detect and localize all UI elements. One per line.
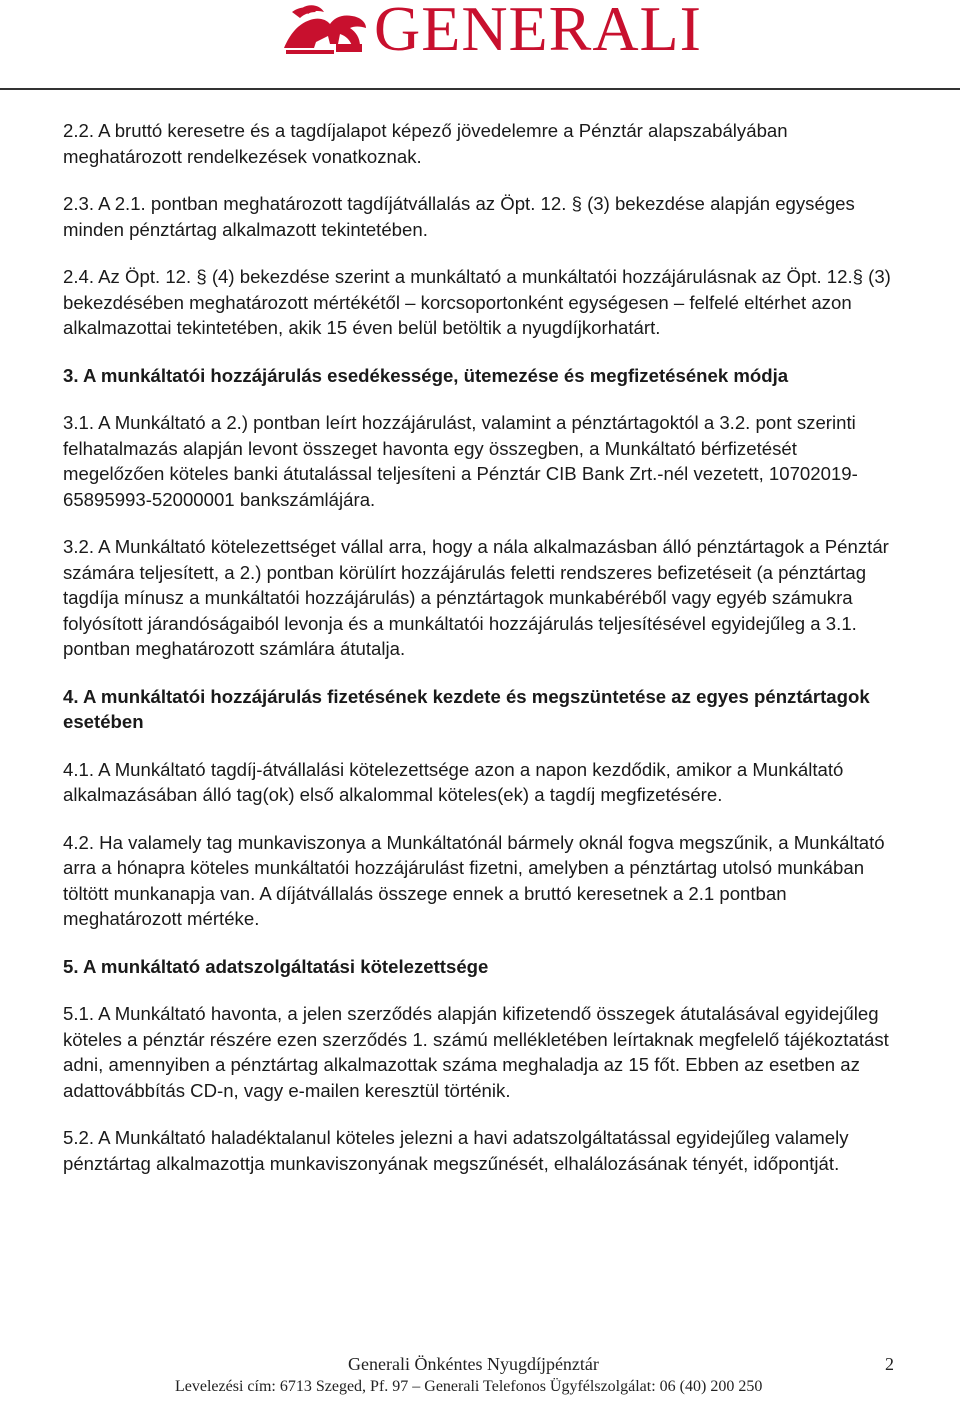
paragraph-3-1: 3.1. A Munkáltató a 2.) pontban leírt hozzájárulást, valamint a pénztártagoktól a 3.2. pont szerinti felhatalmazás alapján levont összeget havonta egy összegben, a Munkáltató bérfizetését megelőzően köteles banki átutalással teljesíteni a Pénztár CIB Bank Zrt.-nél vezetett, 10702019-65895993-52000001 bankszámlájára. bbox=[63, 412, 858, 510]
section-heading-4: 4. A munkáltatói hozzájárulás fizetésének kezdete és megszüntetése az egyes pénztártagok esetében bbox=[63, 685, 870, 732]
paragraph-5-1: 5.1. A Munkáltató havonta, a jelen szerződés alapján kifizetendő összegek átutalásával egyidejűleg köteles a pénztár részére ezen szerződés 1. számú mellékletében leírtaknak megfelelő tájékoztatást adni, amennyiben a pénztártag alkalmazottak száma meghaladja az 15 főt. Ebben az esetben az adattovábbítás CD-n, vagy e-mailen keresztül történik. bbox=[63, 1003, 889, 1101]
footer-contact-address: Levelezési cím: 6713 Szeged, Pf. 97 – Generali Telefonos Ügyfélszolgálat: 06 (40) 200 250 bbox=[175, 1378, 763, 1395]
page-header bbox=[0, 0, 960, 92]
header-divider bbox=[0, 88, 960, 90]
paragraph-3-2: 3.2. A Munkáltató kötelezettséget vállal arra, hogy a nála alkalmazásban álló pénztártagok a Pénztár számára teljesített, a 2.) pontban körülírt hozzájárulás feletti rendszeres befizetéseit (a pénztártag tagdíja mínusz a munkáltatói hozzájárulás) a pénztártagok munkabéréből vagy egyéb számukra folyósított járandóságaiból levonja és a munkáltatói hozzájárulás teljesítésével egyidejűleg a 3.1. pontban meghatározott számlára átutalja. bbox=[63, 536, 889, 659]
section-heading-5: 5. A munkáltató adatszolgáltatási kötelezettsége bbox=[63, 955, 489, 977]
paragraph-2-4: 2.4. Az Öpt. 12. § (4) bekezdése szerint a munkáltató a munkáltatói hozzájárulásnak az Öpt. 12.§ (3) bekezdésében meghatározott mértékétől – korcsoportonként egységesen – felfelé eltérhet azon alkalmazottai tekintetében, akik 15 éven belül betöltik a nyugdíjkorhatárt. bbox=[63, 266, 891, 338]
paragraph-4-1: 4.1. A Munkáltató tagdíj-átvállalási kötelezettsége azon a napon kezdődik, amikor a Munkáltató alkalmazásában álló tag(ok) első alkalommal köteles(ek) a tagdíj megfizetésére. bbox=[63, 758, 844, 805]
paragraph-2-3: 2.3. A 2.1. pontban meghatározott tagdíjátvállalás az Öpt. 12. § (3) bekezdése alapján egységes minden pénztártag alkalmazott tekintetében. bbox=[63, 193, 855, 240]
footer-organization-name: Generali Önkéntes Nyugdíjpénztár bbox=[348, 1354, 599, 1374]
paragraph-5-2: 5.2. A Munkáltató haladéktalanul köteles jelezni a havi adatszolgáltatással egyidejűleg valamely pénztártag alkalmazottja munkaviszonyának megszűnését, elhalálozásának tényét, időpontját. bbox=[63, 1127, 849, 1174]
page-number: 2 bbox=[885, 1354, 894, 1374]
paragraph-2-2: 2.2. A bruttó keresetre és a tagdíjalapot képező jövedelemre a Pénztár alapszabályában meghatározott rendelkezések vonatkoznak. bbox=[63, 120, 788, 167]
paragraph-4-2: 4.2. Ha valamely tag munkaviszonya a Munkáltatónál bármely oknál fogva megszűnik, a Munkáltató arra a hónapra köteles munkáltatói hozzájárulást fizetni, amelyben a pénztártag utolsó munkában töltött munkanapja van. A díjátvállalás összege ennek a bruttó keresetnek a 2.1 pontban meghatározott mértéke. bbox=[63, 831, 885, 929]
section-heading-3: 3. A munkáltatói hozzájárulás esedékessége, ütemezése és megfizetésének módja bbox=[63, 364, 789, 386]
document-body bbox=[63, 118, 903, 1198]
generali-logo bbox=[270, 0, 700, 62]
brand-wordmark: GENERALI bbox=[374, 0, 702, 64]
winged-lion-icon bbox=[280, 4, 368, 56]
